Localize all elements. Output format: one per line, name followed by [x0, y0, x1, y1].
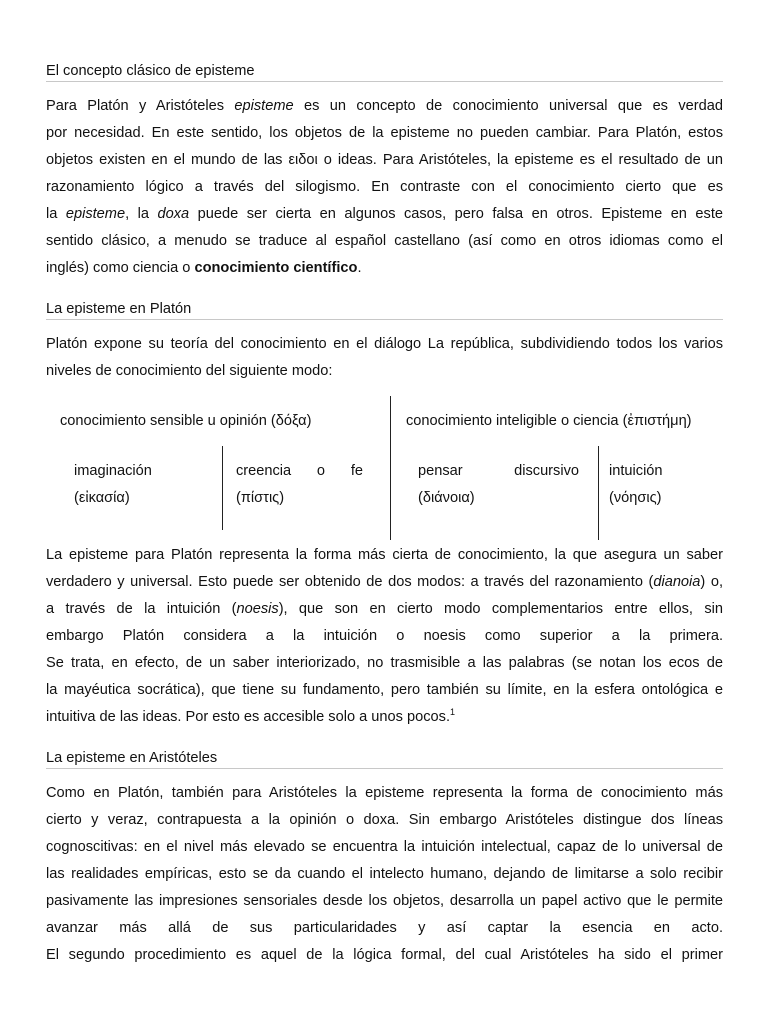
section-heading-aristoteles: La episteme en Aristóteles: [46, 749, 723, 769]
paragraph-concepto: [46, 93, 723, 282]
text-line: Se trata, en efecto, de un saber interiorizado, no trasmisible a las palabras (se notan los ecos de: [46, 655, 723, 671]
footnote-marker[interactable]: 1: [450, 707, 456, 718]
table-header-sensible: conocimiento sensible u opinión (δόξα): [60, 413, 312, 429]
table-cell-pensar: pensar discursivo: [418, 463, 579, 479]
table-divider-main: [390, 396, 391, 540]
text-line: intuitiva de las ideas. Por esto es accesible solo a unos pocos.$^1$: [46, 707, 456, 725]
italic-term: episteme: [234, 98, 294, 114]
text-line: pasivamente las impresiones sensoriales desde los objetos, desarrolla un papel activo que le permite: [46, 893, 723, 909]
table-header-inteligible: conocimiento inteligible o ciencia (ἐπιστήμη): [406, 413, 692, 429]
text-line: avanzar más allá de sus particularidades y así captar la esencia en acto.: [46, 920, 723, 936]
text-line: la episteme, la doxa puede ser cierta en algunos casos, pero falsa en otros. Episteme en este: [46, 206, 724, 222]
table-divider-left: [222, 446, 223, 530]
text-line: objetos existen en el mundo de las ειδοι o ideas. Para Aristóteles, la episteme es el resultado de un: [46, 152, 723, 168]
text-line: a través de la intuición (noesis), que son en cierto modo complementarios entre ellos, sin: [46, 601, 723, 617]
text-line: Para Platón y Aristóteles episteme es un concepto de conocimiento universal que es verdad: [46, 98, 723, 114]
bold-term: conocimiento científico: [194, 260, 358, 276]
table-cell-noesis: (νόησις): [609, 490, 662, 506]
text-line: La episteme para Platón representa la forma más cierta de conocimiento, la que asegura un saber: [46, 547, 723, 563]
text-line: la mayéutica socrática), que tiene su fundamento, pero también su límite, en la esfera ontológica e: [46, 682, 723, 698]
text-line: Platón expone su teoría del conocimiento en el diálogo La república, subdividiendo todos los varios: [46, 336, 723, 352]
italic-term: doxa: [157, 206, 190, 222]
text-line: cognoscitivas: en el nivel más elevado se encuentra la intuición intelectual, capaz de lo universal de: [46, 839, 723, 855]
text-line: sentido clásico, a menudo se traduce al español castellano (así como en otros idiomas como el: [46, 233, 723, 249]
table-cell-intuicion: intuición: [609, 463, 663, 479]
section-heading-platon: La episteme en Platón: [46, 300, 723, 320]
text-line: cierto y veraz, contrapuesta a la opinión o doxa. Sin embargo Aristóteles distingue dos líneas: [46, 812, 723, 828]
table-cell-imaginacion: imaginación: [74, 463, 152, 479]
text-line: niveles de conocimiento del siguiente modo:: [46, 363, 333, 379]
table-cell-dianoia: (διάνοια): [418, 490, 475, 506]
knowledge-table: [46, 396, 723, 540]
italic-term: noesis: [236, 601, 279, 617]
text-line: embargo Platón considera a la intuición o noesis como superior a la primera.: [46, 628, 723, 644]
text-line: razonamiento lógico a través del silogismo. En contraste con el conocimiento cierto que es: [46, 179, 723, 195]
paragraph-platon-episteme: [46, 542, 723, 731]
paragraph-aristoteles: [46, 780, 723, 969]
text-line: verdadero y universal. Esto puede ser obtenido de dos modos: a través del razonamiento (dianoia) o,: [46, 574, 723, 590]
italic-term: episteme: [65, 206, 126, 222]
table-divider-right: [598, 446, 599, 540]
table-cell-pistis: (πίστις): [236, 490, 285, 506]
paragraph-platon-intro: [46, 331, 723, 385]
text-line: El segundo procedimiento es aquel de la lógica formal, del cual Aristóteles ha sido el primer: [46, 947, 723, 963]
text-line: inglés) como ciencia o conocimiento científico.: [46, 260, 362, 276]
italic-term: dianoia: [653, 574, 701, 590]
table-cell-creencia: creencia o fe: [236, 463, 363, 479]
section-heading-concepto: El concepto clásico de episteme: [46, 62, 723, 82]
text-line: las realidades empíricas, esto se da cuando el intelecto humano, dejando de limitarse a solo recibir: [46, 866, 723, 882]
table-cell-eikasia: (εἰκασία): [74, 490, 130, 506]
text-line: por necesidad. En este sentido, los objetos de la episteme no pueden cambiar. Para Platón, estos: [46, 125, 723, 141]
text-line: Como en Platón, también para Aristóteles la episteme representa la forma de conocimiento más: [46, 785, 723, 801]
